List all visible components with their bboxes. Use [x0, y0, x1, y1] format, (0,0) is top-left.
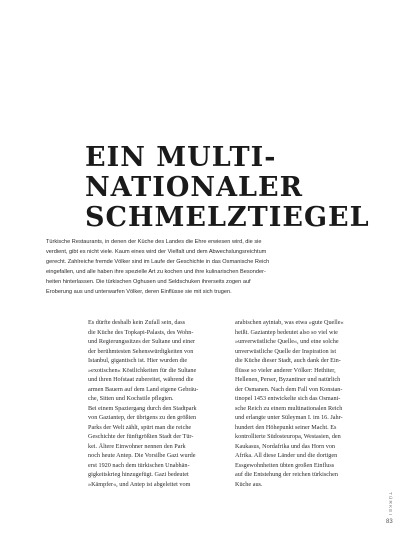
- body-line: flüsse so vieler anderer Völker: Hethiter,: [235, 366, 336, 374]
- section-side-label: TÜRKEI: [388, 492, 393, 517]
- lead-line: verdient, gibt es nicht viele. Kaum eines wird der Vielfalt und dem Abwechslungsreichtum: [46, 248, 267, 255]
- body-line: gigkeitskrieg hinzugefügt. Gazi bedeutet: [88, 471, 189, 478]
- headline-line: SCHMELZTIEGEL: [85, 202, 370, 233]
- body-column-right: [235, 318, 367, 489]
- body-line: Bei einem Spaziergang durch den Stadtpark: [88, 404, 197, 412]
- lead-line: Eroberung aus und unterwarfen Völker, deren Einflüsse sie mit sich trugen.: [46, 288, 232, 295]
- page-number: 83: [386, 519, 393, 525]
- body-line: »unverwüstliche Quelle«, und eine solche: [235, 338, 339, 345]
- body-line: der Osmanen. Nach dem Fall von Konstan-: [235, 385, 343, 393]
- body-line: arabischen ayintab, was etwa »gute Quelle«: [235, 319, 344, 326]
- body-line: armen Bauern auf dem Land eigene Gebräu-: [88, 385, 199, 393]
- headline-line: EIN MULTI-: [85, 142, 277, 173]
- body-line: und Regierungssitzes der Sultane und einer: [88, 338, 196, 345]
- body-line: Parks der Welt zählt, spürt man die reiche: [88, 423, 192, 431]
- body-line: »Kämpfer«, und Antep ist abgeleitet vom: [88, 480, 191, 488]
- body-line: Küche aus.: [235, 480, 263, 488]
- body-line: sche Reich zu einem multinationalen Reich: [235, 404, 343, 412]
- body-line: Istanbul, gigantisch ist. Hier wurden die: [88, 357, 188, 364]
- body-line: heißt. Gaziantep bedeutet also so viel wie: [235, 328, 338, 336]
- lead-paragraph: [46, 238, 316, 297]
- lead-line: heiten hinterlassen. Die türkischen Oghusen und Seldschuken ihrerseits zogen auf: [46, 278, 251, 285]
- body-line: hundert den Höhepunkt seiner Macht. Es: [235, 423, 337, 431]
- body-line: Kaukasus, Nordafrika und das Horn von: [235, 442, 336, 450]
- body-column-left: [88, 318, 220, 489]
- body-line: Afrika. All diese Länder und die dortigen: [235, 452, 338, 459]
- body-line: und ihren Hofstaat zubereitet, während die: [88, 376, 194, 383]
- body-line: »exotischen« Köstlichkeiten für die Sultane: [88, 366, 197, 374]
- body-line: Es dürfte deshalb kein Zufall sein, dass: [88, 319, 186, 326]
- body-line: erst 1920 nach dem türkischen Unabhän-: [88, 461, 190, 469]
- body-line: die Küche des Topkapi-Palasts, des Wohn-: [88, 328, 194, 336]
- body-line: Geschichte der fünftgrößten Stadt der Tür-: [88, 433, 194, 440]
- body-line: kontrollierte Südosteuropa, Westasien, den: [235, 433, 341, 440]
- body-line: die Küche dieser Stadt, auch dank der Ein-: [235, 357, 341, 364]
- lead-line: gerecht. Zahlreiche fremde Völker sind im Laufe der Geschichte in das Osmanische Reich: [46, 258, 270, 265]
- body-line: Hellenen, Perser, Byzantiner und natürlich: [235, 376, 341, 383]
- body-line: noch heute Antep. Die Vorsilbe Gazi wurde: [88, 452, 196, 459]
- body-line: und erlangte unter Süleyman I. im 16. Jahr-: [235, 414, 343, 421]
- lead-line: eingefallen, und alle haben ihre spezielle Art zu kochen und ihre kulinarischen Besonder-: [46, 268, 266, 275]
- body-line: der berühmtesten Sehenswürdigkeiten von: [88, 347, 194, 355]
- body-line: che, Sitten und Kochstile pflegten.: [88, 395, 174, 402]
- lead-line: Türkische Restaurants, in denen der Küche des Landes die Ehre erwiesen wird, die sie: [46, 239, 262, 245]
- body-line: tinopel 1453 entwickelte sich das Osmani-: [235, 395, 341, 402]
- body-line: kei. Ältere Einwohner nennen den Park: [88, 442, 186, 450]
- body-line: unverwüstliche Quelle der Inspiration ist: [235, 347, 337, 355]
- body-line: Essgewohnheiten übten großen Einfluss: [235, 461, 335, 469]
- body-line: von Gaziantep, der übrigens zu den größten: [88, 414, 197, 421]
- headline-line: NATIONALER: [85, 172, 304, 203]
- body-line: auf die Entstehung der reichen türkischen: [235, 471, 338, 478]
- article-headline: [85, 143, 385, 233]
